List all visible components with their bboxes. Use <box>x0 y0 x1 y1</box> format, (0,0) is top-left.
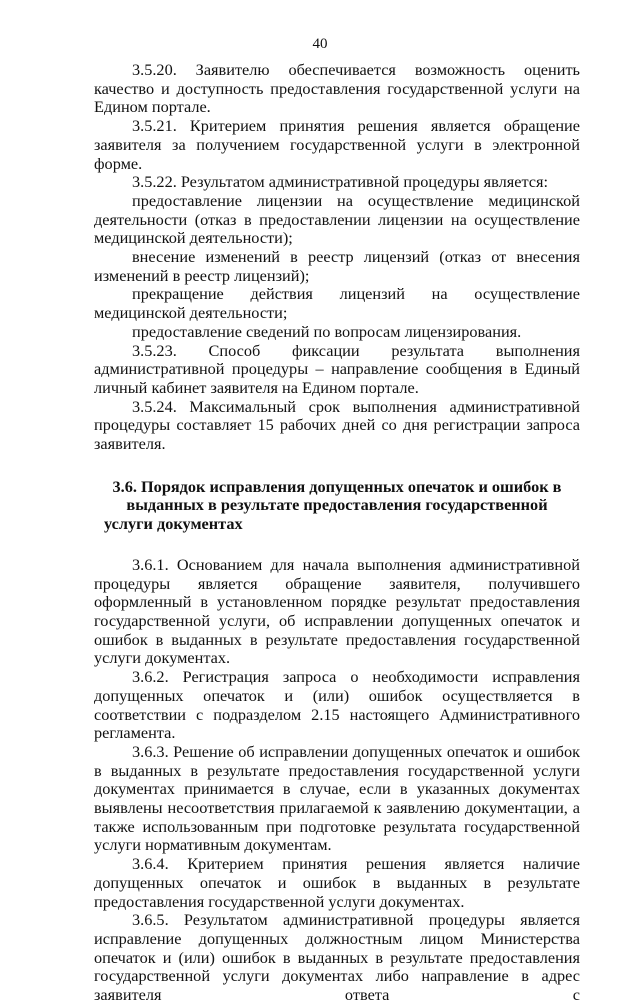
list-item-license-grant: предоставление лицензии на осуществление медицинской деятельности (отказ в предоставлении лицензии на осуществление медицинской деятельности); <box>94 190 580 248</box>
paragraph-3-5-21: 3.5.21. Критерием принятия решения является обращение заявителя за получением государственной услуги в электронной форме. <box>94 116 580 173</box>
list-item-registry-changes: внесение изменений в реестр лицензий (отказ от внесения изменений в реестр лицензий); <box>94 247 580 285</box>
paragraph-3-5-23: 3.5.23. Способ фиксации результата выполнения административной процедуры – направление сообщения в Единый личный кабинет заявителя на Едином портале. <box>94 340 580 397</box>
paragraph-3-6-2: 3.6.2. Регистрация запроса о необходимости исправления допущенных опечаток и (или) ошибок осуществляется в соответствии с подразделом 2.15 настоящего Административного регламента. <box>94 667 580 743</box>
paragraph-3-6-5: 3.6.5. Результатом административной процедуры является исправление допущенных должностным лицом Министерства опечаток и (или) ошибок в выданных в результате предоставления государственной услуги документах либо направление в адрес заявителя ответа с <box>94 910 580 1005</box>
paragraph-3-6-4: 3.6.4. Критерием принятия решения является наличие допущенных опечаток и ошибок в выданных в результате предоставления государственной услуги документах. <box>94 854 580 911</box>
list-item-license-termination: прекращение действия лицензий на осуществление медицинской деятельности; <box>94 284 580 323</box>
section-heading-3-6: 3.6. Порядок исправления допущенных опечаток и ошибок в выданных в результате предоставления государственной услуги документах <box>104 476 562 534</box>
document-body <box>94 61 580 1005</box>
paragraph-3-6-3: 3.6.3. Решение об исправлении допущенных опечаток и ошибок в выданных в результате предоставления государственной услуги документах принимается в случае, если в указанных документах выявлены несоответствия прилагаемой к заявлению документации, а также использованным при подготовке результата государственной услуги нормативным документам. <box>94 741 580 855</box>
page-number: 40 <box>312 36 328 52</box>
paragraph-3-5-24: 3.5.24. Максимальный срок выполнения административной процедуры составляет 15 рабочих дней со дня регистрации запроса заявителя. <box>94 396 580 454</box>
paragraph-3-5-22: 3.5.22. Результатом административной процедуры является: <box>132 172 549 192</box>
paragraph-3-6-1: 3.6.1. Основанием для начала выполнения административной процедуры является обращение заявителя, получившего оформленный в установленном порядке результат предоставления государственной услуги, об исправлении допущенных опечаток и ошибок в выданных в результате предоставления государственной услуги документах. <box>94 554 580 668</box>
paragraph-3-5-20: 3.5.20. Заявителю обеспечивается возможность оценить качество и доступность предоставления государственной услуги на Едином портале. <box>94 60 580 117</box>
list-item-licensing-info: предоставление сведений по вопросам лицензирования. <box>132 321 522 341</box>
